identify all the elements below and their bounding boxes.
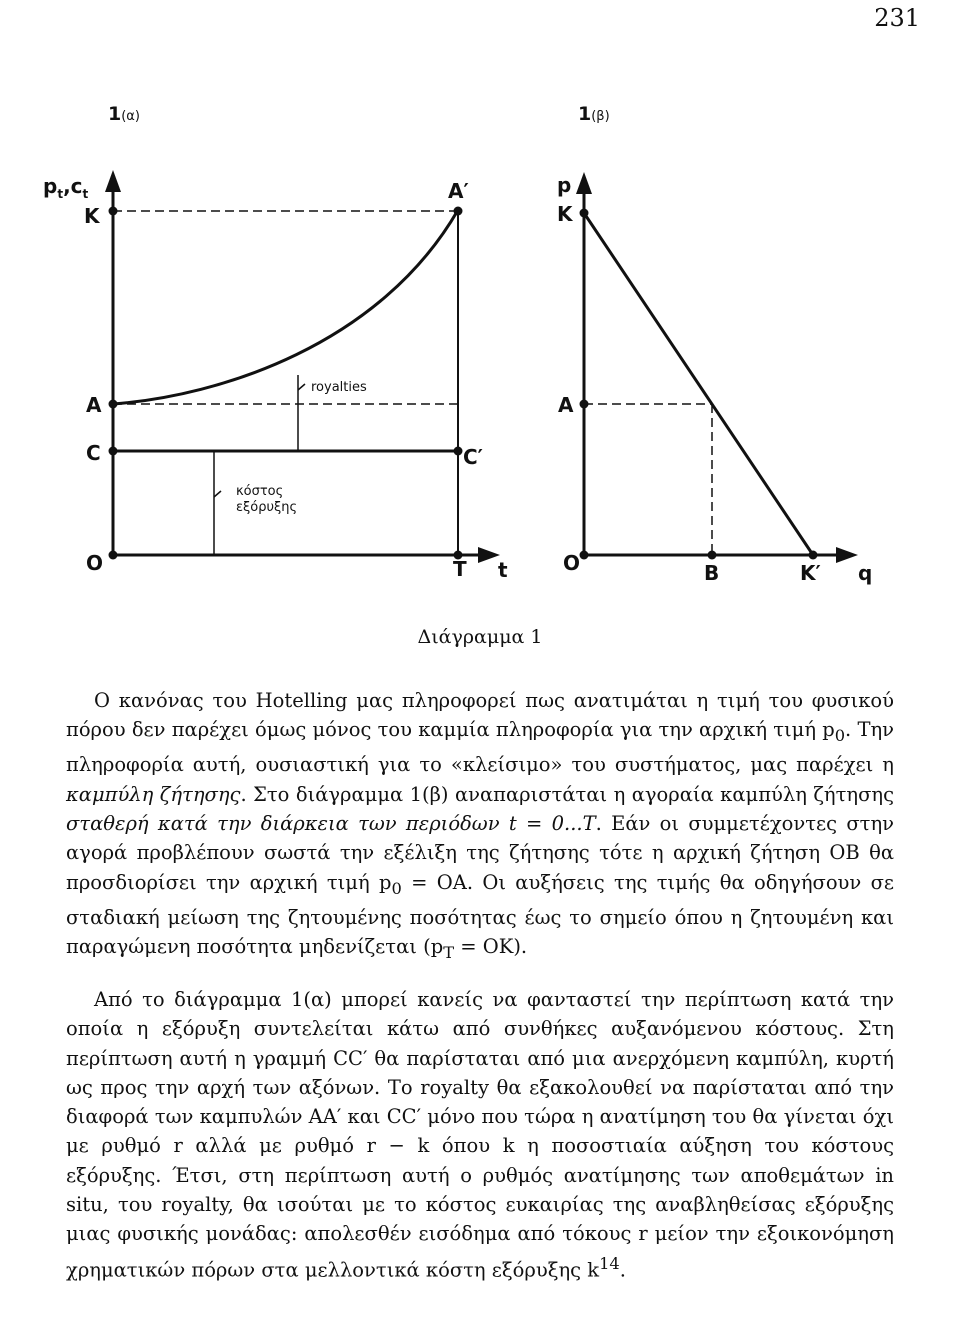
figure-a bbox=[43, 170, 508, 582]
cost-label-line1: κόστος bbox=[236, 484, 284, 499]
b-point-A bbox=[580, 400, 589, 409]
b-point-K-prime bbox=[809, 551, 818, 560]
b-point-B bbox=[708, 551, 717, 560]
a-point-C bbox=[109, 447, 118, 456]
b-y-axis-label: p bbox=[557, 173, 572, 197]
demand-line bbox=[584, 213, 813, 555]
a-point-A-prime bbox=[454, 207, 463, 216]
diagram-1 bbox=[0, 0, 960, 610]
b-x-axis-label: q bbox=[858, 561, 873, 585]
a-label-A-prime: A′ bbox=[448, 179, 469, 203]
page-number: 231 bbox=[874, 4, 920, 32]
cost-bracket-tip bbox=[214, 491, 221, 497]
price-curve-AA bbox=[113, 210, 458, 404]
b-label-A: A bbox=[558, 393, 574, 417]
a-y-axis-label: $p_t,c_t$ bbox=[43, 174, 89, 201]
a-label-O: O bbox=[86, 551, 104, 575]
b-label-B: B bbox=[704, 561, 720, 585]
a-point-O bbox=[109, 551, 118, 560]
a-label-T: T bbox=[453, 557, 467, 581]
b-y-axis-arrow bbox=[576, 172, 592, 194]
figure-b-label: 1(β) bbox=[578, 103, 610, 125]
a-label-A: A bbox=[86, 393, 102, 417]
paragraph-2: Από το διάγραμμα 1(α) μπορεί κανείς να φανταστεί την περίπτωση κατά την οποία η εξόρυξη συντελείται κάτω από συνθήκες αυξανόμενου κόστους. Στη περίπτωση αυτή η γραμμή CC′ θα παρίσταται από μια ανερχόμενη καμπύλη, κυρτή ως προς την αρχή των αξόνων. Το royalty θα εξακολουθεί να παρίσταται από την διαφορά των καμπυλών AA′ και CC′ μόνο που τώρα η ανατίμηση του θα γίνεται όχι με ρυθμό r αλλά με ρυθμό r − k όπου k η ποσοστιαία αύξηση του κόστους εξόρυξης. Έτσι, στη περίπτωση αυτή ο ρυθμός ανατίμησης των αποθεμάτων in situ, του royalty, θα ισούται με το κόστος ευκαιρίας της αναβληθείσας εξόρυξης μιας φυσικής μονάδας: απολεσθέν εισόδημα από τόκους r μείον την εξοικονόμηση χρηματικών πόρων στα μελλοντικά κόστη εξόρυξης $k^{14}$. bbox=[66, 988, 894, 1282]
a-x-axis-arrow bbox=[478, 547, 500, 563]
cost-label-line2: εξόρυξης bbox=[236, 500, 298, 515]
a-label-C: C bbox=[86, 441, 101, 465]
royalties-bracket-tip bbox=[298, 384, 305, 390]
a-x-axis-label: t bbox=[498, 558, 508, 582]
royalties-label: royalties bbox=[311, 380, 367, 395]
a-point-K bbox=[109, 207, 118, 216]
figure-a-label: 1(α) bbox=[108, 103, 140, 125]
b-point-K bbox=[580, 209, 589, 218]
a-point-A bbox=[109, 400, 118, 409]
a-label-C-prime: C′ bbox=[463, 445, 483, 469]
figure-caption: Διάγραμμα 1 bbox=[417, 626, 543, 648]
b-label-K: K bbox=[557, 202, 573, 226]
a-point-C-prime bbox=[454, 447, 463, 456]
b-label-K-prime: K′ bbox=[800, 561, 821, 585]
b-label-O: O bbox=[563, 551, 581, 575]
b-x-axis-arrow bbox=[836, 547, 858, 563]
b-point-O bbox=[580, 551, 589, 560]
figure-b bbox=[557, 172, 872, 585]
paragraph-1: Ο κανόνας του Hotelling μας πληροφορεί πως ανατιμάται η τιμή του φυσικού πόρου δεν παρέχει όμως μόνος του καμμία πληροφορία για την αρχική τιμή $p_0$. Την πληροφορία αυτή, ουσιαστική για το «κλείσιμο» του συστήματος, μας παρέχει η καμπύλη ζήτησης. Στο διάγραμμα 1(β) αναπαριστάται η αγοραία καμπύλη ζήτησης σταθερή κατά την διάρκεια των περιόδων t = 0...T. Εάν οι συμμετέχοντες στην αγορά προβλέπουν σωστά την εξέλιξη της ζήτησης τότε η αρχική ζήτηση OB θα προσδιορίσει την αρχική τιμή $p_0$ = OA. Οι αυξήσεις της τιμής θα οδηγήσουν σε σταδιακή μείωση της ζητουμένης ποσότητας έως το σημείο όπου η ζητουμένη και παραγώμενη ποσότητα μηδενίζεται $(p_T = OK)$. bbox=[66, 689, 894, 963]
a-label-K: K bbox=[84, 204, 100, 228]
a-y-axis-arrow bbox=[105, 170, 121, 192]
